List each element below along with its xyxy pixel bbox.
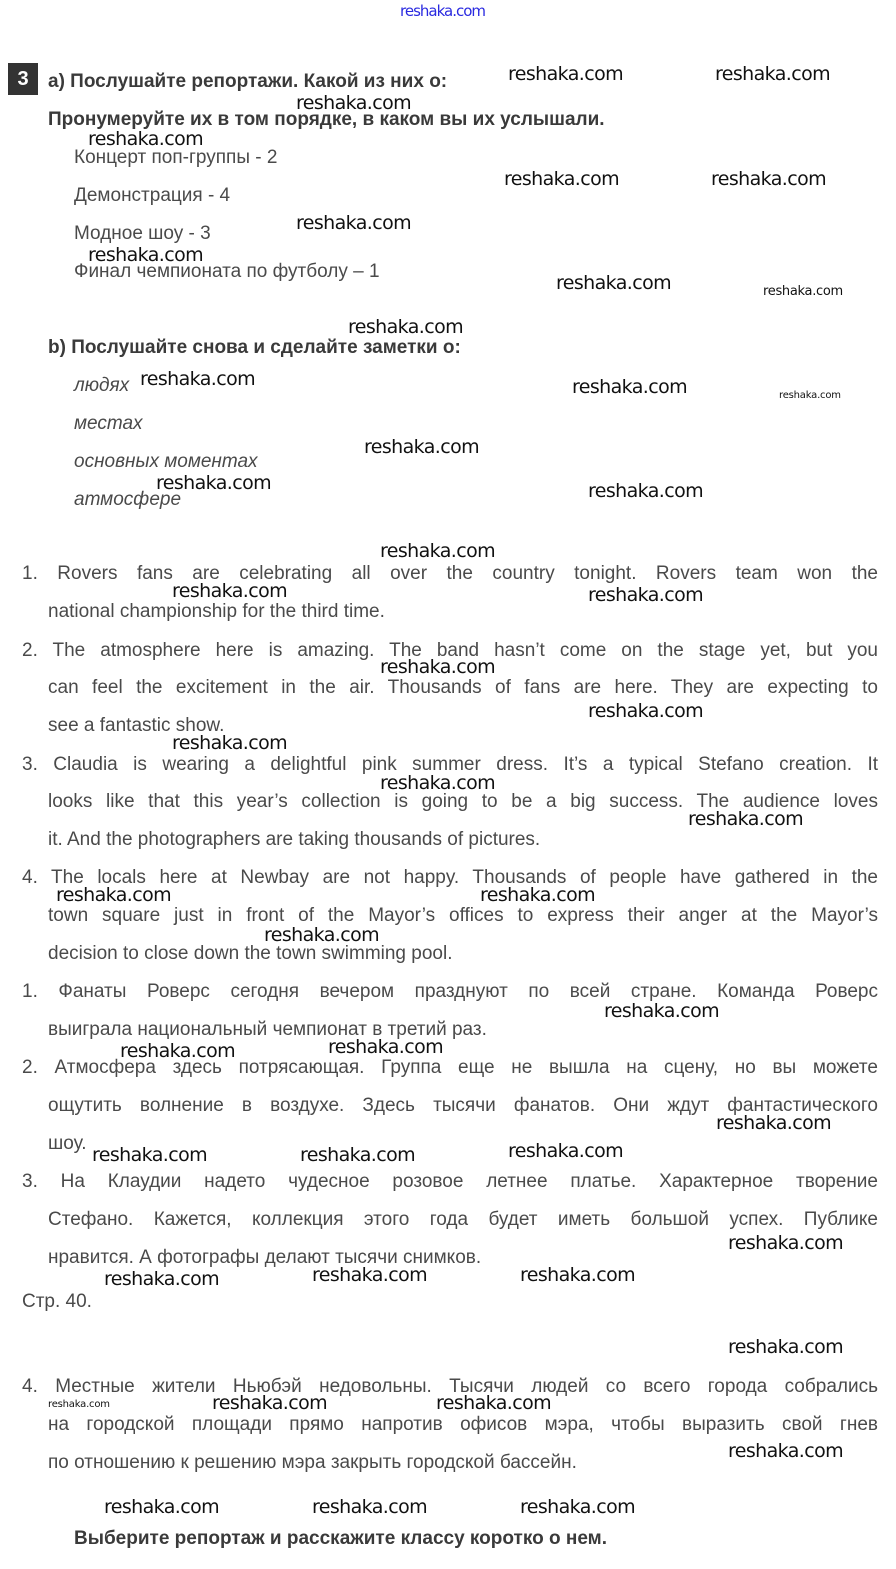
watermark: reshaka.com: [380, 656, 495, 678]
part-b-item: основных моментах: [74, 451, 258, 472]
russian-text-line: по отношению к решению мэра закрыть городской бассейн.: [48, 1452, 577, 1473]
watermark: reshaka.com: [480, 884, 595, 906]
russian-text-line: на городской площади прямо напротив офисов мэра, чтобы выразить свой гнев: [48, 1414, 878, 1435]
russian-text-line: шоу.: [48, 1133, 87, 1154]
watermark: reshaka.com: [296, 212, 411, 234]
watermark: reshaka.com: [436, 1392, 551, 1414]
english-text-line: town square just in front of the Mayor’s offices to express their anger at the Mayor’s: [48, 905, 878, 926]
english-text-line: 4. The locals here at Newbay are not happy. Thousands of people have gathered in the: [22, 867, 878, 888]
watermark: reshaka.com: [300, 1144, 415, 1166]
english-text-line: see a fantastic show.: [48, 715, 225, 736]
watermark: reshaka.com: [728, 1336, 843, 1358]
watermark: reshaka.com: [588, 700, 703, 722]
watermark: reshaka.com: [520, 1264, 635, 1286]
russian-text-line: нравится. А фотографы делают тысячи снимков.: [48, 1247, 482, 1268]
part-a-instruction: Пронумеруйте их в том порядке, в каком вы их услышали.: [48, 109, 605, 130]
english-text-line: decision to close down the town swimming pool.: [48, 943, 453, 964]
watermark: reshaka.com: [716, 1112, 831, 1134]
watermark: reshaka.com: [688, 808, 803, 830]
watermark: reshaka.com: [348, 316, 463, 338]
part-b-item: людях: [74, 375, 130, 396]
watermark: reshaka.com: [380, 540, 495, 562]
part-a-item: Модное шоу - 3: [74, 223, 211, 244]
part-b-title: b) Послушайте снова и сделайте заметки о:: [48, 337, 461, 358]
watermark: reshaka.com: [48, 1399, 110, 1410]
watermark: reshaka.com: [715, 63, 830, 85]
watermark: reshaka.com: [88, 244, 203, 266]
watermark: reshaka.com: [380, 772, 495, 794]
part-b-item: местах: [74, 413, 143, 434]
watermark: reshaka.com: [728, 1440, 843, 1462]
russian-text-line: 1. Фанаты Роверс сегодня вечером празднуют по всей стране. Команда Роверс: [22, 981, 878, 1002]
english-text-line: 3. Claudia is wearing a delightful pink summer dress. It’s a typical Stefano creation. It: [22, 754, 878, 775]
part-a-item: Финал чемпионата по футболу – 1: [74, 261, 380, 282]
watermark: reshaka.com: [312, 1264, 427, 1286]
watermark: reshaka.com: [156, 472, 271, 494]
watermark: reshaka.com: [140, 368, 255, 390]
watermark: reshaka.com: [728, 1232, 843, 1254]
part-a-item: Концерт поп-группы - 2: [74, 147, 278, 168]
russian-text-line: выиграла национальный чемпионат в третий раз.: [48, 1019, 487, 1040]
russian-text-line: 2. Атмосфера здесь потрясающая. Группа еще не вышла на сцену, но вы можете: [22, 1057, 878, 1078]
watermark: reshaka.com: [312, 1496, 427, 1518]
english-text-line: 1. Rovers fans are celebrating all over the country tonight. Rovers team won the: [22, 563, 878, 584]
watermark: reshaka.com: [296, 92, 411, 114]
watermark: reshaka.com: [763, 284, 843, 299]
exercise-number: 3: [8, 63, 38, 95]
watermark: reshaka.com: [120, 1040, 235, 1062]
english-text-line: looks like that this year’s collection is going to be a big success. The audience loves: [48, 791, 878, 812]
watermark: reshaka.com: [364, 436, 479, 458]
part-b-item: атмосфере: [74, 489, 182, 510]
header-watermark-link[interactable]: reshaka.com: [400, 2, 485, 20]
watermark: reshaka.com: [88, 128, 203, 150]
watermark: reshaka.com: [172, 580, 287, 602]
final-task: Выберите репортаж и расскажите классу коротко о нем.: [74, 1528, 607, 1549]
watermark: reshaka.com: [504, 168, 619, 190]
english-text-line: 2. The atmosphere here is amazing. The band hasn’t come on the stage yet, but you: [22, 640, 878, 661]
watermark: reshaka.com: [588, 584, 703, 606]
watermark: reshaka.com: [711, 168, 826, 190]
part-a-title: а) Послушайте репортажи. Какой из них о:: [48, 71, 448, 92]
part-a-item: Демонстрация - 4: [74, 185, 231, 206]
russian-text-line: 3. На Клаудии надето чудесное розовое летнее платье. Характерное творение: [22, 1171, 878, 1192]
watermark: reshaka.com: [264, 924, 379, 946]
watermark: reshaka.com: [212, 1392, 327, 1414]
russian-text-line: Стефано. Кажется, коллекция этого года будет иметь большой успех. Публике: [48, 1209, 878, 1230]
english-text-line: it. And the photographers are taking thousands of pictures.: [48, 829, 541, 850]
russian-text-line: ощутить волнение в воздухе. Здесь тысячи фанатов. Они ждут фантастического: [48, 1095, 878, 1116]
watermark: reshaka.com: [328, 1036, 443, 1058]
russian-text-line: 4. Местные жители Ньюбэй недовольны. Тысячи людей со всего города собрались: [22, 1376, 878, 1397]
watermark: reshaka.com: [556, 272, 671, 294]
watermark: reshaka.com: [104, 1268, 219, 1290]
watermark: reshaka.com: [172, 732, 287, 754]
watermark: reshaka.com: [572, 376, 687, 398]
watermark: reshaka.com: [520, 1496, 635, 1518]
watermark: reshaka.com: [779, 390, 841, 401]
watermark: reshaka.com: [104, 1496, 219, 1518]
watermark: reshaka.com: [56, 884, 171, 906]
page-reference: Стр. 40.: [22, 1291, 92, 1312]
english-text-line: national championship for the third time.: [48, 601, 385, 622]
watermark: reshaka.com: [508, 1140, 623, 1162]
watermark: reshaka.com: [604, 1000, 719, 1022]
watermark: reshaka.com: [508, 63, 623, 85]
watermark: reshaka.com: [588, 480, 703, 502]
watermark: reshaka.com: [92, 1144, 207, 1166]
english-text-line: can feel the excitement in the air. Thousands of fans are here. They are expecting to: [48, 677, 878, 698]
